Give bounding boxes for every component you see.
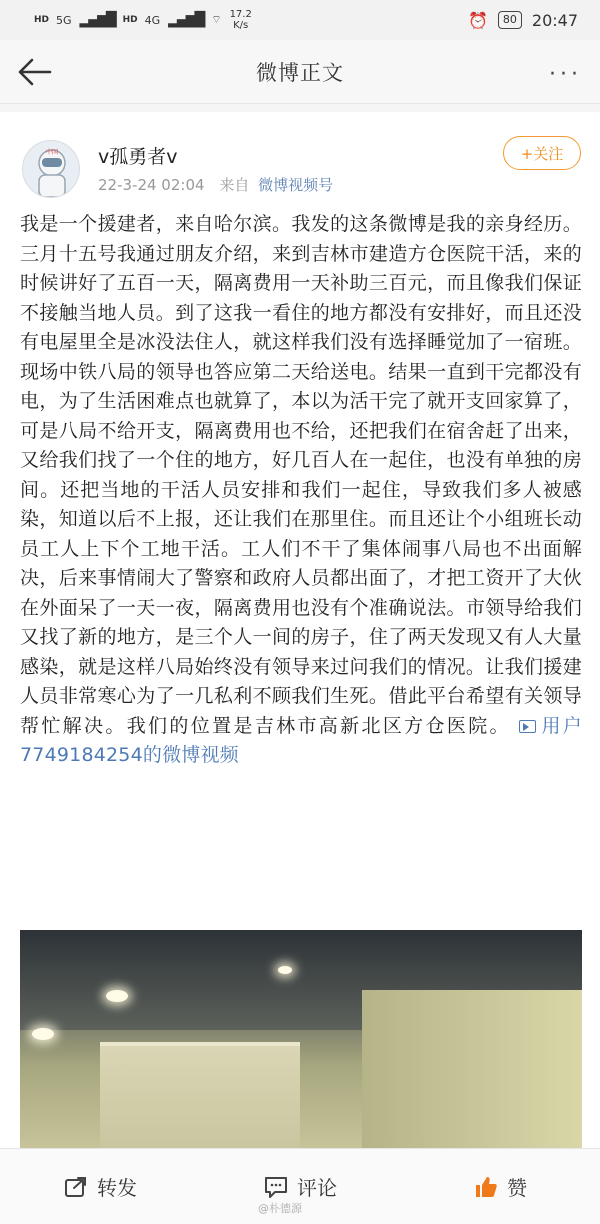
- post-card: [0, 112, 600, 1148]
- signal-icon-2: ▂▄▆█: [168, 12, 204, 28]
- like-button[interactable]: [400, 1172, 600, 1201]
- video-icon: [519, 720, 536, 733]
- user-name[interactable]: v孤勇者v: [98, 146, 178, 168]
- like-label: 赞: [507, 1176, 527, 1200]
- clock: 20:47: [531, 10, 578, 30]
- thumbs-up-icon: [473, 1174, 499, 1200]
- follow-button[interactable]: +关注: [503, 136, 581, 170]
- signal-icon: ▂▄▆█: [79, 12, 115, 28]
- repost-label: 转发: [97, 1176, 137, 1200]
- avatar[interactable]: [22, 140, 80, 198]
- source-link[interactable]: 微博视频号: [258, 176, 334, 194]
- net-speed-value: 17.2: [229, 9, 252, 20]
- status-bar: [0, 0, 600, 40]
- wifi-icon: ⌔: [211, 13, 222, 26]
- comment-icon: [263, 1174, 289, 1200]
- battery-icon: 80: [498, 11, 522, 29]
- avatar-label: 中国: [45, 149, 59, 156]
- nav-bar: [0, 40, 600, 104]
- signal-group: [34, 9, 252, 31]
- page-title: 微博正文: [256, 60, 344, 85]
- source-prefix: 来自: [219, 176, 250, 194]
- hd-badge-2: HD: [122, 14, 138, 25]
- net-speed: [230, 9, 252, 31]
- wall-panel-shape: [100, 1042, 300, 1148]
- ceiling-light: [278, 966, 292, 974]
- net-speed-unit: K/s: [233, 20, 249, 31]
- comment-button[interactable]: [200, 1172, 400, 1201]
- post-body-text: 我是一个援建者，来自哈尔滨。我发的这条微博是我的亲身经历。三月十五号我通过朋友介绍，来到吉林市建造方仓医院干活，来的时候讲好了五百一天，隔离费用一天补助三百元，而且像我们保证不接触当地人员。到了这我一看住的地方都没有安排好，而且还没有电屋里全是冰没法住人，就这样我们没有选择睡觉加了一宿班。现场中铁八局的领导也答应第二天给送电。结果一直到干完都没有电，为了生活困难点也就算了，本以为活干完了就开支回家算了，可是八局不给开支，隔离费用也不给，还把我们在宿舍赶了出来，又给我们找了一个住的地方，好几百人在一起住，也没有单独的房间。还把当地的干活人员安排和我们一起住，导致我们多人被感染，知道以后不上报，还让我们在那里住。而且还让个小组班长动员工人上下个工地干活。工人们不干了集体闹事八局也不出面解决，后来事情闹大了警察和政府人员都出面了，才把工资开了大伙在外面呆了一天一夜，隔离费用也没有个准确说法。市领导给我们又找了新的地方，是三个人一间的房子，住了两天发现又有人大量感染，就是这样八局始终没有领导来过问我们的情况。让我们援建人员非常寒心为了一几私利不顾我们生死。借此平台希望有关领导帮忙解决。我们的位置是吉林市高新北区方仓医院。: [20, 213, 582, 737]
- watermark: @朴德源: [258, 1202, 302, 1215]
- status-right: [468, 11, 578, 30]
- back-arrow-icon[interactable]: [14, 56, 54, 88]
- ceiling-light: [106, 990, 128, 1002]
- comment-label: 评论: [297, 1176, 337, 1200]
- ceiling-light: [32, 1028, 54, 1040]
- post-date: 22-3-24 02:04: [98, 176, 205, 194]
- hd-badge: HD: [34, 14, 50, 25]
- post-meta: [98, 174, 333, 195]
- repost-button[interactable]: [0, 1172, 200, 1201]
- wall-shape: [362, 990, 582, 1148]
- network-type-label: 5G: [56, 13, 72, 27]
- video-link-label: 用户7749184254的微博视频: [20, 714, 582, 766]
- network-type-label-2: 4G: [144, 13, 161, 27]
- post-text: [20, 210, 582, 771]
- video-thumbnail[interactable]: [20, 930, 582, 1148]
- astronaut-avatar-icon: [23, 141, 80, 198]
- more-icon[interactable]: ···: [549, 62, 582, 87]
- alarm-icon: ⏰: [467, 10, 488, 30]
- repost-icon: [63, 1174, 89, 1200]
